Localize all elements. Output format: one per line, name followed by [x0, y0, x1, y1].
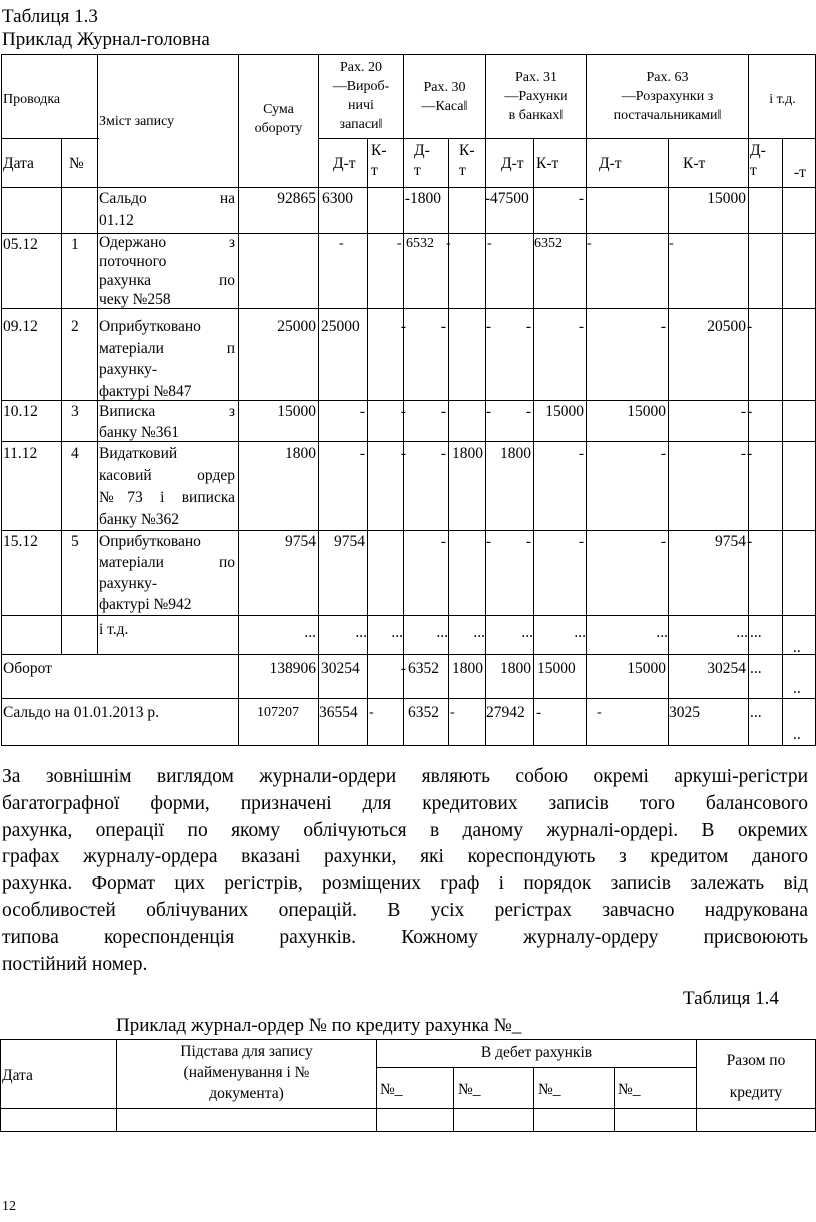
- balance-sum: 107207: [257, 705, 299, 720]
- row-6-acc20-dt: ...: [355, 624, 367, 641]
- table-1-3-caption: Таблиця 1.3: [2, 6, 98, 27]
- header-kt-20: К- т: [371, 142, 387, 179]
- turnover-acc20-kt: -: [400, 660, 406, 677]
- row-6-sum: ...: [304, 624, 316, 641]
- header-date: Дата: [3, 155, 34, 172]
- turnover-acc31-dt: 1800: [500, 660, 531, 677]
- row-2-acc63-dt: -: [660, 318, 666, 335]
- body-paragraph: За зовнішнім виглядом журнали-ордери являють собою окремі аркуші-регістри багатографної форми, призначені для кредитових записів того балансового рахунка, операції по якому облічуються в даному журналі-ордері. В окремих графах журналу-ордера вказані рахунки, які кореспондують з кредитом даного рахунка. Формат цих регістрів, розміщених граф і порядок записів залежать від особливостей облічуваних операцій. В усіх регістрах завчасно надрукована типова кореспонденція рахунків. Кожному журналу-ордеру присвоюють постійний номер.: [2, 766, 808, 975]
- row-0-sum: 92865: [277, 190, 316, 207]
- row-6-acc63-dt: ...: [656, 624, 668, 641]
- row-3-description: Виписка з банку №361: [99, 403, 235, 441]
- row-0-acc31-kt: -: [578, 190, 584, 207]
- row-5-etc-dt: -: [747, 533, 753, 550]
- row-2-acc30-kt: -: [485, 318, 491, 335]
- header-dt-20: Д-т: [333, 155, 356, 172]
- row-0-acc20-dt: 6300: [322, 190, 353, 207]
- header-account-63: Рах. 63 ―Розрахунки з постачальниками‖: [613, 70, 722, 123]
- row-1-acc31-kt: 6352: [534, 236, 562, 251]
- header-kt-etc: -т: [794, 164, 806, 181]
- row-5-acc63-dt: -: [660, 533, 666, 550]
- balance-acc30-dt: 6352: [408, 704, 439, 721]
- row-4-acc20-kt: -: [400, 445, 406, 462]
- row-4-acc30-dt: -: [440, 445, 446, 462]
- table-1-3-title: Приклад Журнал-головна: [2, 29, 210, 50]
- row-0-acc30-kt: -: [484, 190, 490, 207]
- table-1-4-caption: Таблиця 1.4: [683, 988, 779, 1009]
- row-1-acc30-kt: -: [446, 236, 451, 251]
- row-3-number: 3: [71, 403, 79, 420]
- row-5-date: 15.12: [3, 533, 38, 550]
- row-3-etc-dt: -: [747, 403, 753, 420]
- table-1-4-title: Приклад журнал-ордер № по кредиту рахунка №_: [116, 1015, 522, 1036]
- row-2-acc30-dt: -: [440, 318, 446, 335]
- balance-etc-dt: ...: [750, 704, 762, 721]
- row-2-acc63-kt: 20500: [707, 318, 746, 335]
- row-3-acc20-dt: -: [359, 403, 365, 420]
- header-kt-63: К-т: [683, 155, 706, 172]
- row-5-acc20-dt: 9754: [334, 533, 365, 550]
- row-5-acc31-dt: -: [525, 533, 531, 550]
- header-turnover: Сума обороту: [254, 102, 303, 136]
- row-4-number: 4: [71, 445, 79, 462]
- header-posting: Проводка: [3, 92, 61, 107]
- row-5-description: Оприбутковано матеріали по рахунку- фактурі №942: [99, 533, 235, 613]
- row-1-acc20-dt: -: [339, 236, 344, 251]
- row-3-date: 10.12: [3, 403, 38, 420]
- row-3-sum: 15000: [277, 403, 316, 420]
- turnover-acc63-kt: 30254: [707, 660, 746, 677]
- row-6-acc20-kt: ...: [391, 624, 403, 641]
- header-content: Зміст запису: [99, 114, 175, 129]
- row-1-acc63-dt: -: [587, 236, 592, 251]
- turnover-etc-dt: ...: [750, 660, 762, 677]
- row-4-acc63-dt: -: [660, 445, 666, 462]
- row-6-etc-kt: ..: [793, 639, 801, 656]
- row-3-acc63-dt: 15000: [627, 403, 666, 420]
- row-3-acc20-kt: -: [400, 403, 406, 420]
- row-1-date: 05.12: [3, 236, 38, 253]
- page-number: 12: [2, 1199, 16, 1214]
- row-2-description: Оприбутковано матеріали п рахунку- фактурі №847: [99, 318, 235, 400]
- header-dt-etc: Д- т: [750, 142, 766, 179]
- order-header-date: Дата: [2, 1067, 33, 1084]
- header-account-30: Рах. 30 ―Каса‖: [421, 80, 468, 114]
- balance-acc20-kt: -: [369, 705, 374, 720]
- header-dt-31: Д-т: [501, 155, 524, 172]
- row-0-acc31-dt: 47500: [490, 190, 529, 207]
- balance-etc-kt: ..: [793, 726, 801, 743]
- header-etc: і т.д.: [769, 92, 796, 107]
- balance-acc63-dt: -: [597, 705, 602, 720]
- balance-acc30-kt: -: [450, 705, 455, 720]
- row-6-acc31-kt: ...: [574, 624, 586, 641]
- row-2-acc31-kt: -: [578, 318, 584, 335]
- balance-acc31-dt: 27942: [486, 704, 525, 721]
- header-kt-30: К- т: [459, 142, 475, 179]
- row-2-date: 09.12: [3, 318, 38, 335]
- row-2-number: 2: [71, 318, 79, 335]
- row-4-description: Видатковий касовий ордер №73 і виписка банку №362: [99, 445, 235, 528]
- header-kt-31: К-т: [536, 155, 559, 172]
- order-header-total: Разом по кредиту: [726, 1052, 786, 1101]
- row-1-acc31-dt: -: [487, 236, 492, 251]
- turnover-acc31-kt: 15000: [537, 660, 576, 677]
- row-1-acc30-dt: 6532: [406, 236, 434, 251]
- row-5-acc31-kt: -: [578, 533, 584, 550]
- order-header-account-1: №_: [380, 1081, 403, 1098]
- row-6-etc-dt: ...: [750, 624, 762, 641]
- row-5-acc30-dt: -: [440, 533, 446, 550]
- row-4-etc-dt: -: [747, 445, 753, 462]
- header-dt-63: Д-т: [599, 155, 622, 172]
- row-1-acc63-kt: -: [669, 236, 674, 251]
- order-header-account-4: №_: [618, 1081, 641, 1098]
- row-5-number: 5: [71, 533, 79, 550]
- row-2-acc31-dt: -: [525, 318, 531, 335]
- row-6-description: і т.д.: [99, 621, 129, 638]
- row-2-acc20-dt: 25000: [321, 318, 360, 335]
- header-dt-30: Д- т: [414, 142, 430, 179]
- row-5-acc30-kt: -: [485, 533, 491, 550]
- turnover-acc30-kt: 1800: [452, 660, 483, 677]
- row-0-acc30-dt: 1800: [410, 190, 441, 207]
- turnover-acc63-dt: 15000: [627, 660, 666, 677]
- row-0-acc20-kt: -: [404, 190, 410, 207]
- journal-order-table: [0, 1039, 816, 1132]
- row-4-acc31-kt: -: [578, 445, 584, 462]
- row-3-acc31-dt: -: [525, 403, 531, 420]
- row-4-date: 11.12: [3, 445, 38, 462]
- row-6-acc63-kt: ...: [736, 624, 748, 641]
- row-3-acc30-dt: -: [440, 403, 446, 420]
- order-header-debit: В дебет рахунків: [480, 1044, 593, 1061]
- balance-acc31-kt: -: [536, 704, 542, 721]
- balance-acc20-dt: 36554: [319, 704, 358, 721]
- row-4-acc63-kt: -: [740, 445, 746, 462]
- row-5-sum: 9754: [285, 533, 316, 550]
- turnover-acc30-dt: 6352: [408, 660, 439, 677]
- order-header-account-2: №_: [458, 1081, 481, 1098]
- header-account-31: Рах. 31 ―Рахунки в банках‖: [504, 70, 568, 123]
- row-3-acc31-kt: 15000: [545, 403, 584, 420]
- order-header-account-3: №_: [538, 1081, 561, 1098]
- journal-main-table: [1, 54, 816, 746]
- balance-label: Сальдо на 01.01.2013 р.: [3, 704, 159, 721]
- row-4-sum: 1800: [285, 445, 316, 462]
- row-2-etc-dt: -: [747, 318, 753, 335]
- row-0-acc63-kt: 15000: [707, 190, 746, 207]
- row-4-acc30-kt: 1800: [452, 445, 483, 462]
- row-1-acc20-kt: -: [397, 236, 402, 251]
- row-6-acc30-dt: ...: [436, 624, 448, 641]
- row-1-number: 1: [71, 236, 79, 253]
- turnover-sum: 138906: [269, 660, 316, 677]
- turnover-etc-kt: ..: [793, 680, 801, 697]
- balance-acc63-kt: 3025: [669, 704, 700, 721]
- row-0-description: Сальдо на 01.12: [99, 190, 235, 229]
- turnover-acc20-dt: 30254: [321, 660, 360, 677]
- header-number: №: [69, 155, 84, 172]
- row-4-acc31-dt: 1800: [500, 445, 531, 462]
- row-5-acc63-kt: 9754: [715, 533, 746, 550]
- row-1-description: Одержано з поточного рахунка по чеку №258: [99, 234, 235, 308]
- header-account-20: Рах. 20 ―Вироб- ничі запаси‖: [332, 60, 390, 132]
- order-header-basis: Підстава для запису (найменування і № документа): [180, 1043, 313, 1102]
- row-3-acc63-kt: -: [740, 403, 746, 420]
- row-3-acc30-kt: -: [485, 403, 491, 420]
- row-4-acc20-dt: -: [359, 445, 365, 462]
- row-6-acc31-dt: ...: [521, 624, 533, 641]
- row-2-acc20-kt: -: [400, 318, 406, 335]
- turnover-label: Оборот: [3, 660, 52, 677]
- row-6-acc30-kt: ...: [473, 624, 485, 641]
- row-2-sum: 25000: [277, 318, 316, 335]
